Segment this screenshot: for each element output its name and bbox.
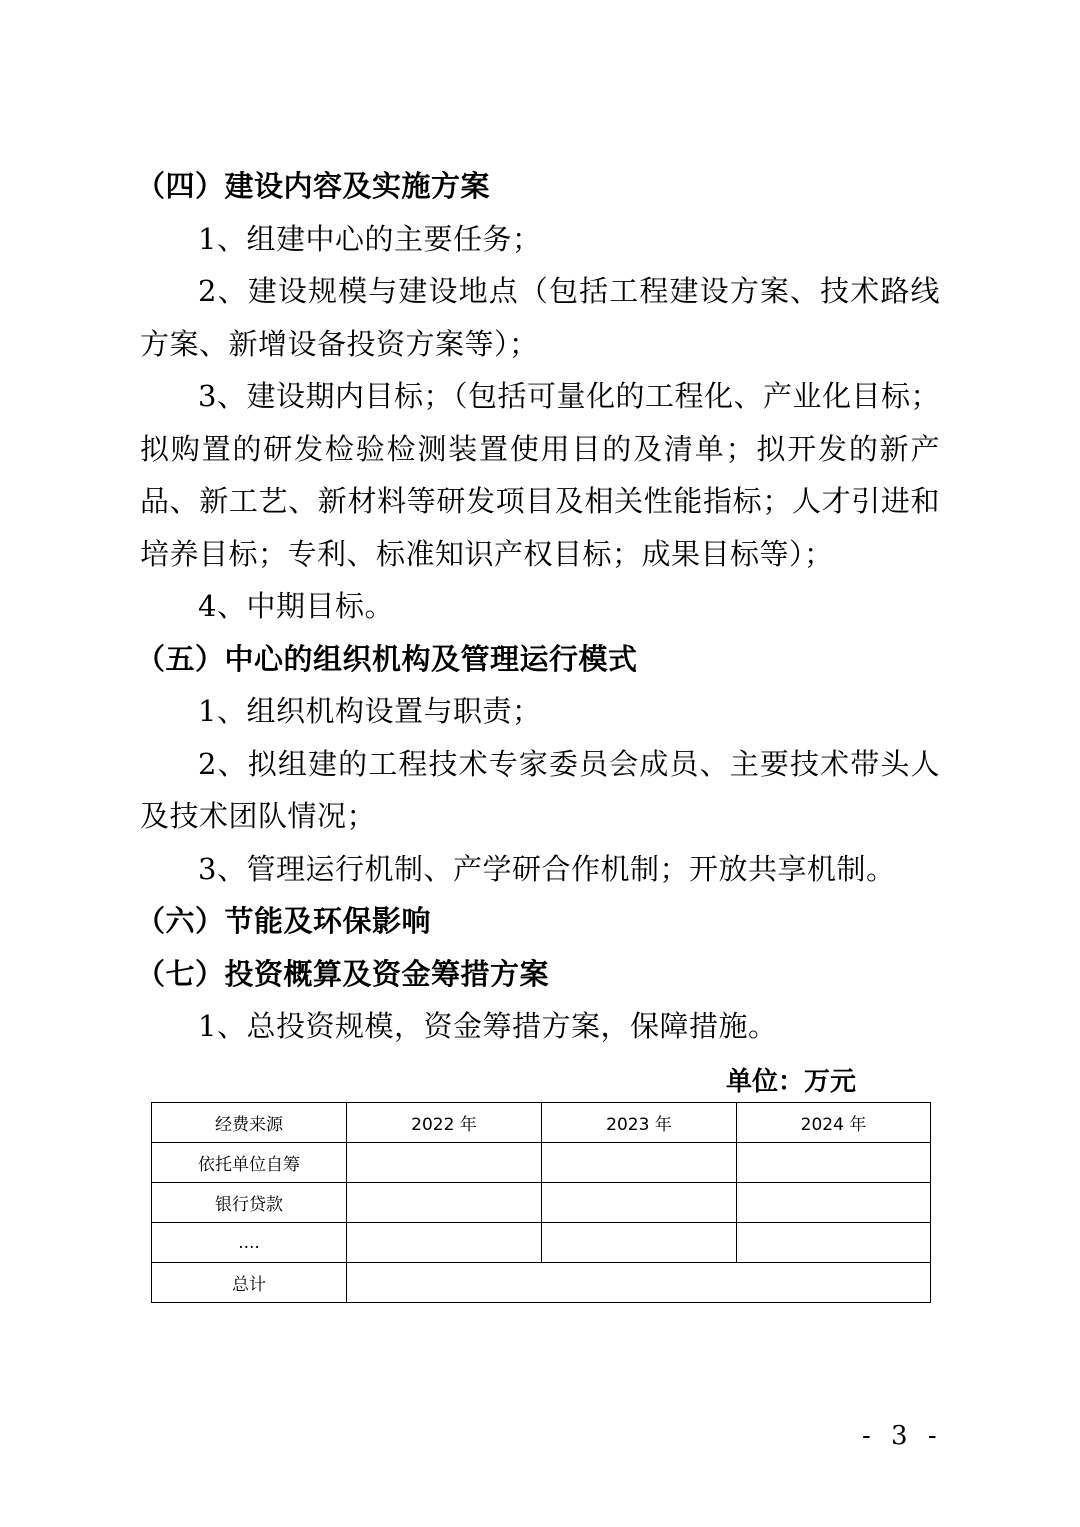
section-heading-7: （七）投资概算及资金筹措方案 bbox=[136, 956, 550, 991]
list-item: 2、建设规模与建设地点（包括工程建设方案、技术路线方案、新增设备投资方案等）； bbox=[140, 274, 940, 361]
list-item: 3、建设期内目标；（包括可量化的工程化、产业化目标；拟购置的研发检验检测装置使用目的及清单；拟开发的新产品、新工艺、新材料等研发项目及相关性能指标；人才引进和培养目标；专利、标准知识产权目标；成果目标等）； bbox=[140, 379, 940, 571]
table-cell bbox=[542, 1183, 737, 1223]
table-cell bbox=[542, 1143, 737, 1183]
section-heading-6: （六）节能及环保影响 bbox=[136, 904, 432, 938]
total-value-cell bbox=[347, 1263, 931, 1303]
funding-table bbox=[151, 1102, 931, 1303]
table-row bbox=[152, 1223, 931, 1263]
header-cell-2023: 2023 年 bbox=[542, 1103, 737, 1143]
section-heading-4: （四）建设内容及实施方案 bbox=[136, 169, 491, 203]
table-row bbox=[152, 1143, 931, 1183]
document-body bbox=[136, 160, 940, 1053]
table-cell bbox=[347, 1143, 542, 1183]
table-cell bbox=[347, 1183, 542, 1223]
list-item: 3、管理运行机制、产学研合作机制；开放共享机制。 bbox=[198, 851, 896, 886]
table-row bbox=[152, 1183, 931, 1223]
header-cell-2022: 2022 年 bbox=[347, 1103, 542, 1143]
header-cell-source: 经费来源 bbox=[152, 1103, 347, 1143]
header-cell-2024: 2024 年 bbox=[737, 1103, 931, 1143]
list-item: 2、拟组建的工程技术专家委员会成员、主要技术带头人及技术团队情况； bbox=[140, 746, 940, 833]
row-label-cell: 银行贷款 bbox=[152, 1183, 347, 1223]
table-cell bbox=[347, 1223, 542, 1263]
table-header-row bbox=[152, 1103, 931, 1143]
table-total-row bbox=[152, 1263, 931, 1303]
list-item: 1、组织机构设置与职责； bbox=[198, 694, 542, 728]
page-number: - 3 - bbox=[862, 1421, 943, 1451]
list-item: 1、总投资规模，资金筹措方案，保障措施。 bbox=[198, 1009, 778, 1043]
list-item: 4、中期目标。 bbox=[198, 589, 394, 623]
table-cell bbox=[542, 1223, 737, 1263]
table-cell bbox=[737, 1143, 931, 1183]
row-label-cell: 依托单位自筹 bbox=[152, 1143, 347, 1183]
row-label-cell: .... bbox=[152, 1223, 347, 1263]
total-label-cell: 总计 bbox=[152, 1263, 347, 1303]
list-item: 1、组建中心的主要任务； bbox=[198, 221, 542, 256]
table-cell bbox=[737, 1223, 931, 1263]
table-cell bbox=[737, 1183, 931, 1223]
unit-label: 单位：万元 bbox=[725, 1067, 856, 1097]
section-heading-5: （五）中心的组织机构及管理运行模式 bbox=[136, 641, 638, 676]
